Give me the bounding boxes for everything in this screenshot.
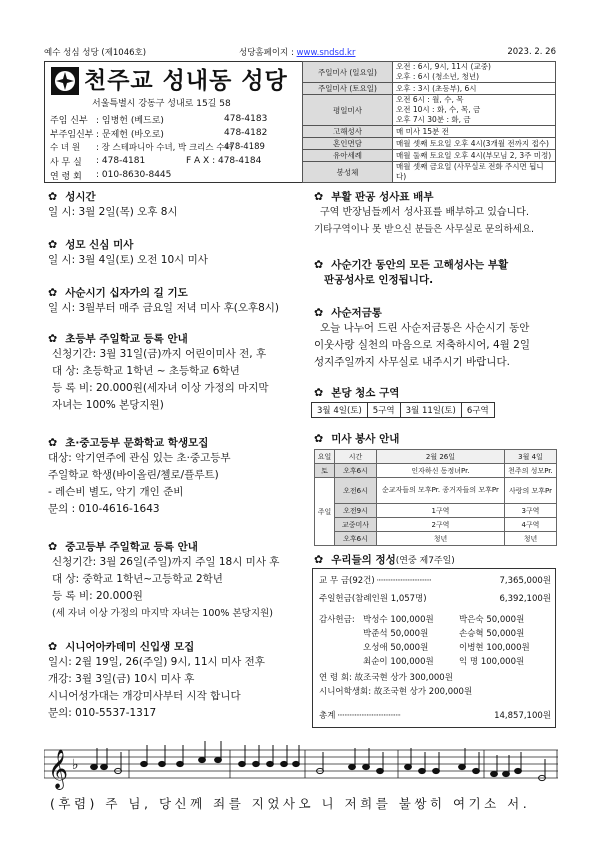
notice-line: 일 시: 3월부터 매주 금요일 저녁 미사 후(오후8시) <box>48 302 280 314</box>
staff-value: : 478-4181 <box>96 156 146 166</box>
table-row: 교중미사 2구역 4구역 <box>315 518 557 532</box>
homepage <box>239 46 355 58</box>
thanks-entry: 최순이 100,000원 <box>363 657 434 667</box>
staff-label: 사 무 실 <box>50 157 82 168</box>
schedule-row <box>303 162 556 183</box>
staff-value: : 임병헌 (베드로) <box>96 115 164 126</box>
flower-icon: ✿ <box>314 552 324 566</box>
notice-heading: 본당 청소 구역 <box>331 386 400 399</box>
memorial-entry: 시니어학생회: 故조국현 상가 200,000원 <box>319 687 473 697</box>
offering-row: 교 무 금(92건) ································ <box>319 576 431 586</box>
notice-line: 주일학교 학생(바이올린/첼로/플루트) <box>48 469 219 481</box>
offering-amount: 7,365,000원 <box>499 576 551 586</box>
issue-label: 예수 성심 성당 (제1046호) <box>44 48 147 58</box>
schedule-label: 주일미사 (토요일) <box>303 83 393 95</box>
flower-icon: ✿ <box>48 331 58 345</box>
notice-line: 성지주일까지 사무실로 내주시기 바랍니다. <box>314 356 510 368</box>
notice-youth-school <box>48 538 279 622</box>
notice-heading: 부활 판공 성사표 배부 <box>331 190 434 203</box>
notice-heading: 성모 신심 미사 <box>65 238 134 251</box>
thanks-entry: 이병현 100,000원 <box>459 643 530 653</box>
homepage-link[interactable]: www.sndsd.kr <box>296 48 356 58</box>
staff-value: : 장 스테파니아 수녀, 박 크리스 수녀 <box>96 143 233 153</box>
flower-icon: ✿ <box>48 237 58 251</box>
schedule-value: 매월 셋째 토요일 오후 4시(3개월 전까지 접수) <box>393 138 556 150</box>
notice-line: 대 상: 중학교 1학년~고등학교 2학년 <box>52 573 223 585</box>
flower-icon: ✿ <box>314 431 324 445</box>
column-header: 2월 26일 <box>377 450 505 464</box>
thanks-entry: 박성수 100,000원 <box>363 615 434 625</box>
flower-icon: ✿ <box>48 639 58 653</box>
flower-icon: ✿ <box>48 189 58 203</box>
schedule-label: 혼인면담 <box>303 138 393 150</box>
parish-title: 천주교 성내동 성당 <box>84 68 288 94</box>
cleaning-area-table <box>311 402 495 418</box>
notice-line: 문의: 010-5537-1317 <box>48 707 157 719</box>
flower-icon: ✿ <box>48 435 58 449</box>
thanks-label: 감사헌금: <box>319 615 355 625</box>
thanks-entry: 오성애 50,000원 <box>363 643 429 653</box>
schedule-value: 오전 6시 : 월, 수, 목 오전 10시 : 화, 수, 목, 금 오후 7시 30분 : 화, 금 <box>393 95 556 126</box>
staff-row <box>50 140 296 154</box>
notice-line: 일 시: 3월 4일(토) 오전 10시 미사 <box>48 254 208 266</box>
notice-line: 대 상: 초등학교 1학년 ~ 초등학교 6학년 <box>52 365 240 377</box>
notice-line: 등 록 비: 20.000원 <box>52 590 143 602</box>
staff-value: : 010-8630-8445 <box>96 170 172 180</box>
schedule-row <box>303 150 556 162</box>
parish-address: 서울특별시 강동구 성내로 15길 58 <box>92 99 231 109</box>
notice-heading: 중고등부 주일학교 등록 안내 <box>65 540 198 553</box>
area-zone: 6구역 <box>461 403 494 418</box>
mass-schedule-table <box>302 61 556 183</box>
flower-icon: ✿ <box>48 539 58 553</box>
offering-total-row: 총계 ····································· <box>319 711 401 721</box>
notice-heading: 우리들의 정성 <box>331 553 396 566</box>
flower-icon: ✿ <box>314 189 324 203</box>
staff-list <box>50 112 296 182</box>
bulletin-date: 2023. 2. 26 <box>507 47 556 57</box>
notice-heading: 성시간 <box>65 190 96 203</box>
staff-phone: 478-4189 <box>224 142 265 152</box>
notice-heading: 사순기간 동안의 모든 고해성사는 부활 <box>331 258 509 271</box>
notice-line: 신청기간: 3월 31일(금)까지 어린이미사 전, 후 <box>52 348 267 360</box>
table-row: 오후6시 청년 청년 <box>315 532 557 546</box>
staff-row <box>50 126 296 140</box>
notice-confession-card <box>314 188 534 238</box>
column-header: 시간 <box>335 450 377 464</box>
thanks-entry: 손승혁 50,000원 <box>459 629 525 639</box>
notice-heading: 사순저금통 <box>331 306 382 319</box>
offering-subheading: (연중 제7주일) <box>395 555 455 566</box>
hymn-music-staff <box>44 736 558 796</box>
flower-icon: ✿ <box>314 385 324 399</box>
staff-row <box>50 112 296 126</box>
thanks-entry: 박은숙 50,000원 <box>459 615 525 625</box>
schedule-value: 오후 : 3시 (초등부), 6시 <box>393 83 556 95</box>
thanks-entry: 박준석 50,000원 <box>363 629 429 639</box>
notice-line: 일 시: 3월 2일(목) 오후 8시 <box>48 206 178 218</box>
top-bar <box>44 44 556 60</box>
thanks-entry: 익 명 100,000원 <box>459 657 525 667</box>
notice-holy-hour <box>48 188 178 221</box>
notice-line: 이웃사랑 실천의 마음으로 저축하시어, 4월 2일 <box>314 339 530 351</box>
offering-total: 14,857,100원 <box>494 711 551 721</box>
fax-number: F A X : 478-4184 <box>186 156 262 166</box>
table-row: 주일 오전6시 순교자들의 모후Pr. 종거자들의 모후Pr 사랑의 모후Pr <box>315 478 557 504</box>
staff-label: 연 령 회 <box>50 171 82 182</box>
area-date: 3월 11일(토) <box>400 403 461 418</box>
offering-amount: 6,392,100원 <box>499 594 551 604</box>
notice-line: - 레슨비 별도, 악기 개인 준비 <box>48 486 184 498</box>
notice-line: 오늘 나누어 드린 사순저금통은 사순시기 동안 <box>320 322 530 334</box>
notice-line: 판공성사로 인정됩니다. <box>324 274 434 286</box>
staff-row <box>50 154 296 168</box>
notice-lent-confession <box>314 256 508 289</box>
schedule-value: 매 미사 15분 전 <box>393 126 556 138</box>
schedule-row <box>303 95 556 126</box>
notice-heading: 초·중고등부 문화학교 학생모집 <box>65 436 209 449</box>
schedule-label: 봉성체 <box>303 162 393 183</box>
offering-heading <box>314 551 455 567</box>
offering-row: 주일헌금(참례인원 1,057명) <box>319 594 427 604</box>
schedule-label: 평일미사 <box>303 95 393 126</box>
flat-sign-icon: ♭ <box>72 757 79 773</box>
table-row: 오전9시 1구역 3구역 <box>315 504 557 518</box>
column-header: 3월 4일 <box>504 450 556 464</box>
schedule-row <box>303 62 556 83</box>
notice-heading: 초등부 주일학교 등록 안내 <box>65 332 188 345</box>
notice-line: 등 록 비: 20.000원(세자녀 이상 가정의 마지막 <box>52 382 269 394</box>
schedule-value: 오전 : 6시, 9시, 11시 (교중) 오후 : 6시 (청소년, 청년) <box>393 62 556 83</box>
notice-culture-school <box>48 434 231 518</box>
schedule-row <box>303 126 556 138</box>
church-logo-icon <box>50 66 80 96</box>
notice-heading: 미사 봉사 안내 <box>331 432 400 445</box>
schedule-label: 주일미사 (일요일) <box>303 62 393 83</box>
schedule-value: 매월 셋째 금요일 (사무실로 전화 주시면 됩니다) <box>393 162 556 183</box>
flower-icon: ✿ <box>314 305 324 319</box>
staff-phone: 478-4182 <box>224 128 268 138</box>
offering-box <box>312 568 556 728</box>
notice-lent-savings <box>314 304 530 371</box>
column-header: 요일 <box>315 450 335 464</box>
hymn-lyrics: (후렴) 주 님, 당신께 죄를 지었사오 니 저희를 불쌍히 여기소 서. <box>50 796 531 811</box>
notice-line: 개강: 3월 3일(금) 10시 미사 후 <box>48 673 195 685</box>
notice-marian-mass <box>48 236 208 269</box>
notice-line: 구역 반장님들께서 성사표를 배부하고 있습니다. <box>320 207 530 218</box>
schedule-label: 유아세례 <box>303 150 393 162</box>
memorial-entry: 연 령 회: 故조국현 상가 300,000원 <box>319 673 453 683</box>
staff-label: 수 녀 원 <box>50 143 81 153</box>
table-header-row <box>315 450 557 464</box>
staff-label: 주임 신부 <box>50 115 88 126</box>
staff-row <box>50 168 296 182</box>
duty-area-heading <box>314 384 399 400</box>
area-zone: 5구역 <box>367 403 400 418</box>
schedule-row <box>303 138 556 150</box>
notice-line: (세 자녀 이상 가정의 마지막 자녀는 100% 본당지원) <box>52 608 273 619</box>
notice-line: 문의 : 010-4616-1643 <box>48 503 160 515</box>
flower-icon: ✿ <box>314 257 324 271</box>
homepage-label: 성당홈페이지 : <box>239 48 294 58</box>
table-row: 토 오후6시 인자하신 동정녀Pr. 천주의 성모Pr. <box>315 464 557 478</box>
schedule-value: 매월 둘째 토요일 오후 4시(부모님 2, 3주 미정) <box>393 150 556 162</box>
notice-line: 대상: 악기연주에 관심 있는 초·중고등부 <box>48 452 231 464</box>
notice-elementary-school <box>48 330 269 414</box>
notice-stations-of-cross <box>48 284 279 317</box>
notice-heading: 시니어아카데미 신입생 모집 <box>65 640 195 653</box>
notice-line: 자녀는 100% 본당지원) <box>52 399 164 411</box>
flower-icon: ✿ <box>48 285 58 299</box>
notice-line: 시니어성가대는 개강미사부터 시작 합니다 <box>48 690 241 702</box>
notice-senior-academy <box>48 638 265 722</box>
area-date: 3월 4일(토) <box>312 403 368 418</box>
notice-line: 기타구역이나 못 받으신 분들은 사무실로 문의하세요. <box>314 224 535 235</box>
schedule-row <box>303 83 556 95</box>
mass-service-table <box>314 449 557 546</box>
notice-line: 신청기간: 3월 26일(주일)까지 주일 18시 미사 후 <box>52 556 280 568</box>
staff-phone: 478-4183 <box>224 114 268 124</box>
staff-label: 부주임신부 <box>50 129 94 140</box>
notice-heading: 사순시기 십자가의 길 기도 <box>65 286 188 299</box>
schedule-label: 고해성사 <box>303 126 393 138</box>
notice-line: 일시: 2월 19일, 26(주일) 9시, 11시 미사 전후 <box>48 656 265 668</box>
mass-service-heading <box>314 430 399 446</box>
staff-value: : 문제헌 (바오로) <box>96 129 164 140</box>
treble-clef-icon: 𝄞 <box>48 749 69 789</box>
